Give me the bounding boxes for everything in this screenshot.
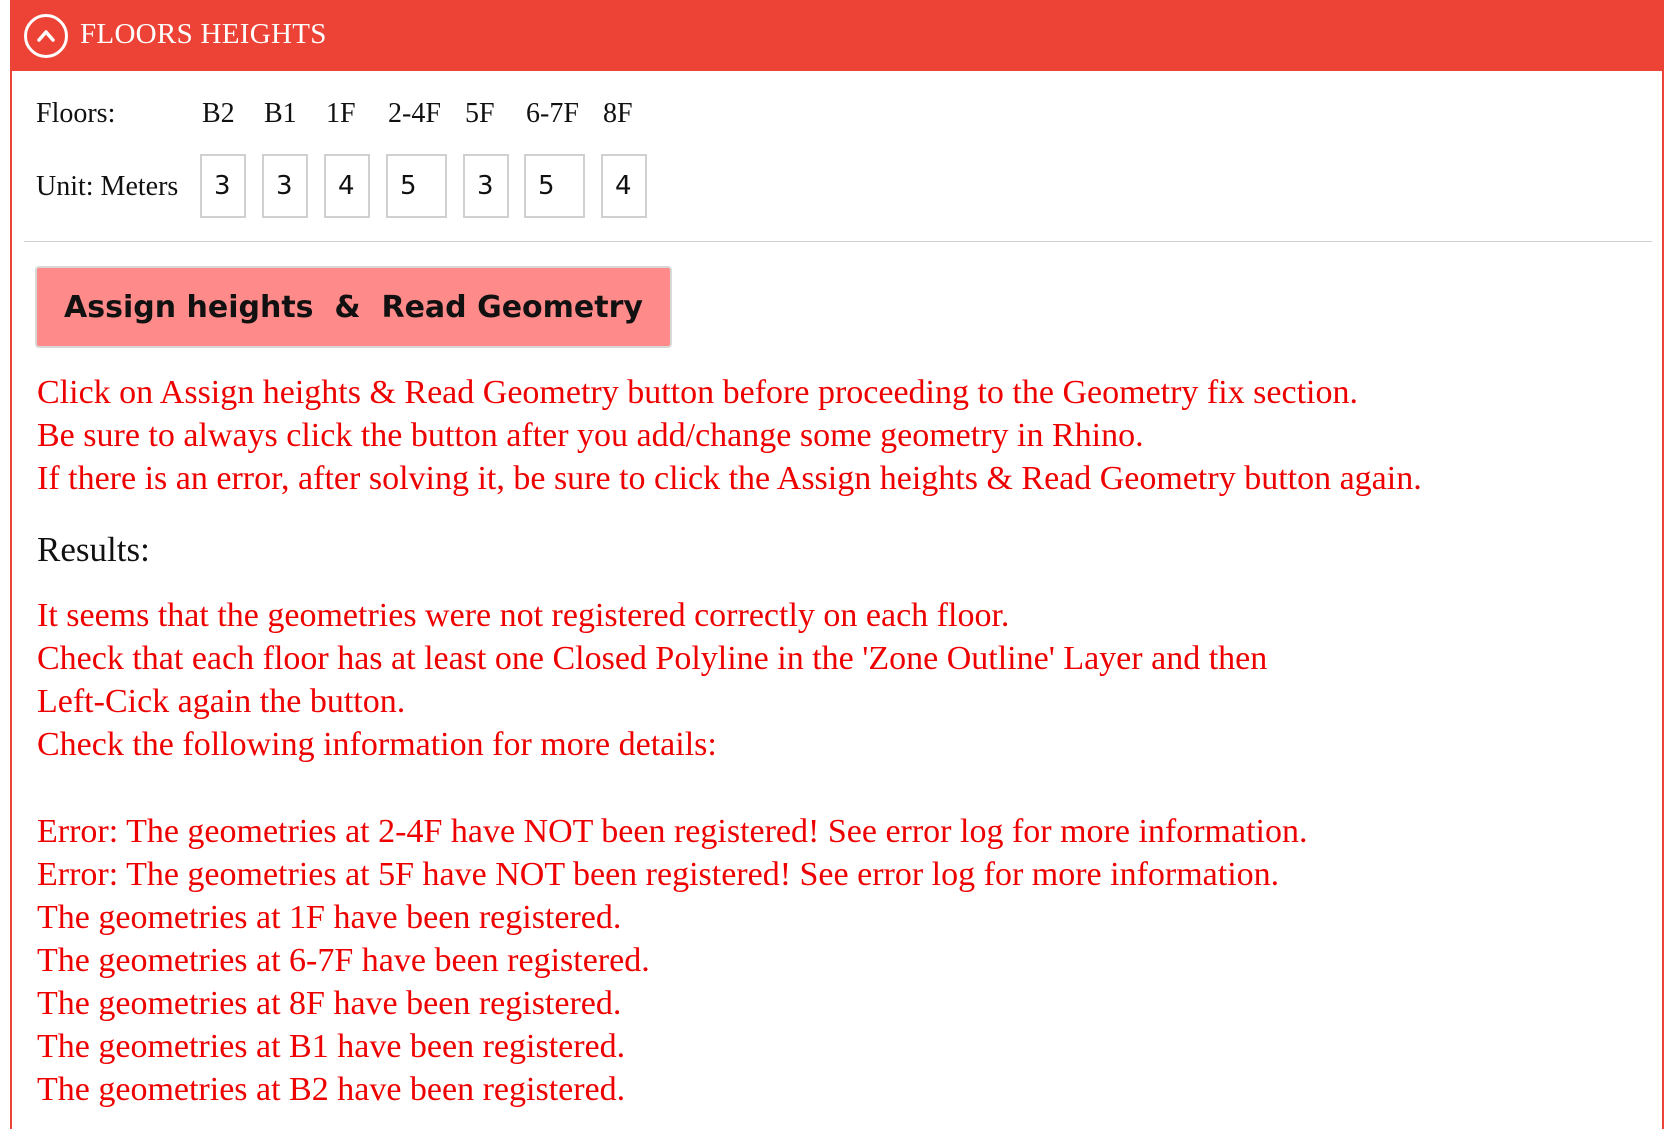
panel-header[interactable] — [12, 0, 1662, 71]
panel-title: FLOORS HEIGHTS — [80, 18, 327, 50]
error-log-line: Error: The geometries at 5F have NOT been registered! See error log for more information. — [37, 856, 1280, 893]
results-summary-line: Left-Cick again the button. — [37, 683, 406, 720]
instruction-line: Click on Assign heights & Read Geometry button before proceeding to the Geometry fix section. — [37, 374, 1358, 411]
instruction-line: Be sure to always click the button after you add/change some geometry in Rhino. — [37, 417, 1144, 454]
height-input-2-4f[interactable] — [386, 154, 447, 218]
results-summary-line: Check the following information for more details: — [37, 726, 717, 763]
results-summary-line: It seems that the geometries were not registered correctly on each floor. — [37, 597, 1010, 634]
height-input-1f[interactable] — [324, 154, 370, 218]
floor-name-6-7f: 6-7F — [526, 98, 579, 129]
height-input-b2[interactable] — [200, 154, 246, 218]
unit-label: Unit: Meters — [36, 171, 179, 202]
status-log-line: The geometries at B1 have been registered. — [37, 1028, 626, 1065]
status-log-line: The geometries at 8F have been registered. — [37, 985, 622, 1022]
assign-heights-read-geometry-button[interactable]: Assign heights & Read Geometry — [35, 266, 672, 348]
height-input-b1[interactable] — [262, 154, 308, 218]
status-log-line: The geometries at 1F have been registered. — [37, 899, 622, 936]
error-log-line: Error: The geometries at 2-4F have NOT been registered! See error log for more information. — [37, 813, 1308, 850]
height-input-8f[interactable] — [601, 154, 647, 218]
floor-name-b1: B1 — [264, 98, 297, 129]
floor-name-1f: 1F — [326, 98, 356, 129]
section-divider — [24, 241, 1652, 242]
height-input-6-7f[interactable] — [524, 154, 585, 218]
status-log-line: The geometries at 6-7F have been registered. — [37, 942, 650, 979]
floors-heights-panel — [10, 0, 1664, 1129]
status-log-line: The geometries at B2 have been registered. — [37, 1071, 626, 1108]
results-summary-line: Check that each floor has at least one Closed Polyline in the 'Zone Outline' Layer and then — [37, 640, 1268, 677]
instruction-line: If there is an error, after solving it, be sure to click the Assign heights & Read Geometry button again. — [37, 460, 1422, 497]
floors-label: Floors: — [36, 98, 116, 129]
chevron-up-circle-icon[interactable] — [24, 14, 68, 58]
floor-name-b2: B2 — [202, 98, 235, 129]
floor-name-5f: 5F — [465, 98, 495, 129]
results-label: Results: — [37, 530, 150, 569]
floor-name-8f: 8F — [603, 98, 633, 129]
floor-name-2-4f: 2-4F — [388, 98, 441, 129]
height-input-5f[interactable] — [463, 154, 509, 218]
